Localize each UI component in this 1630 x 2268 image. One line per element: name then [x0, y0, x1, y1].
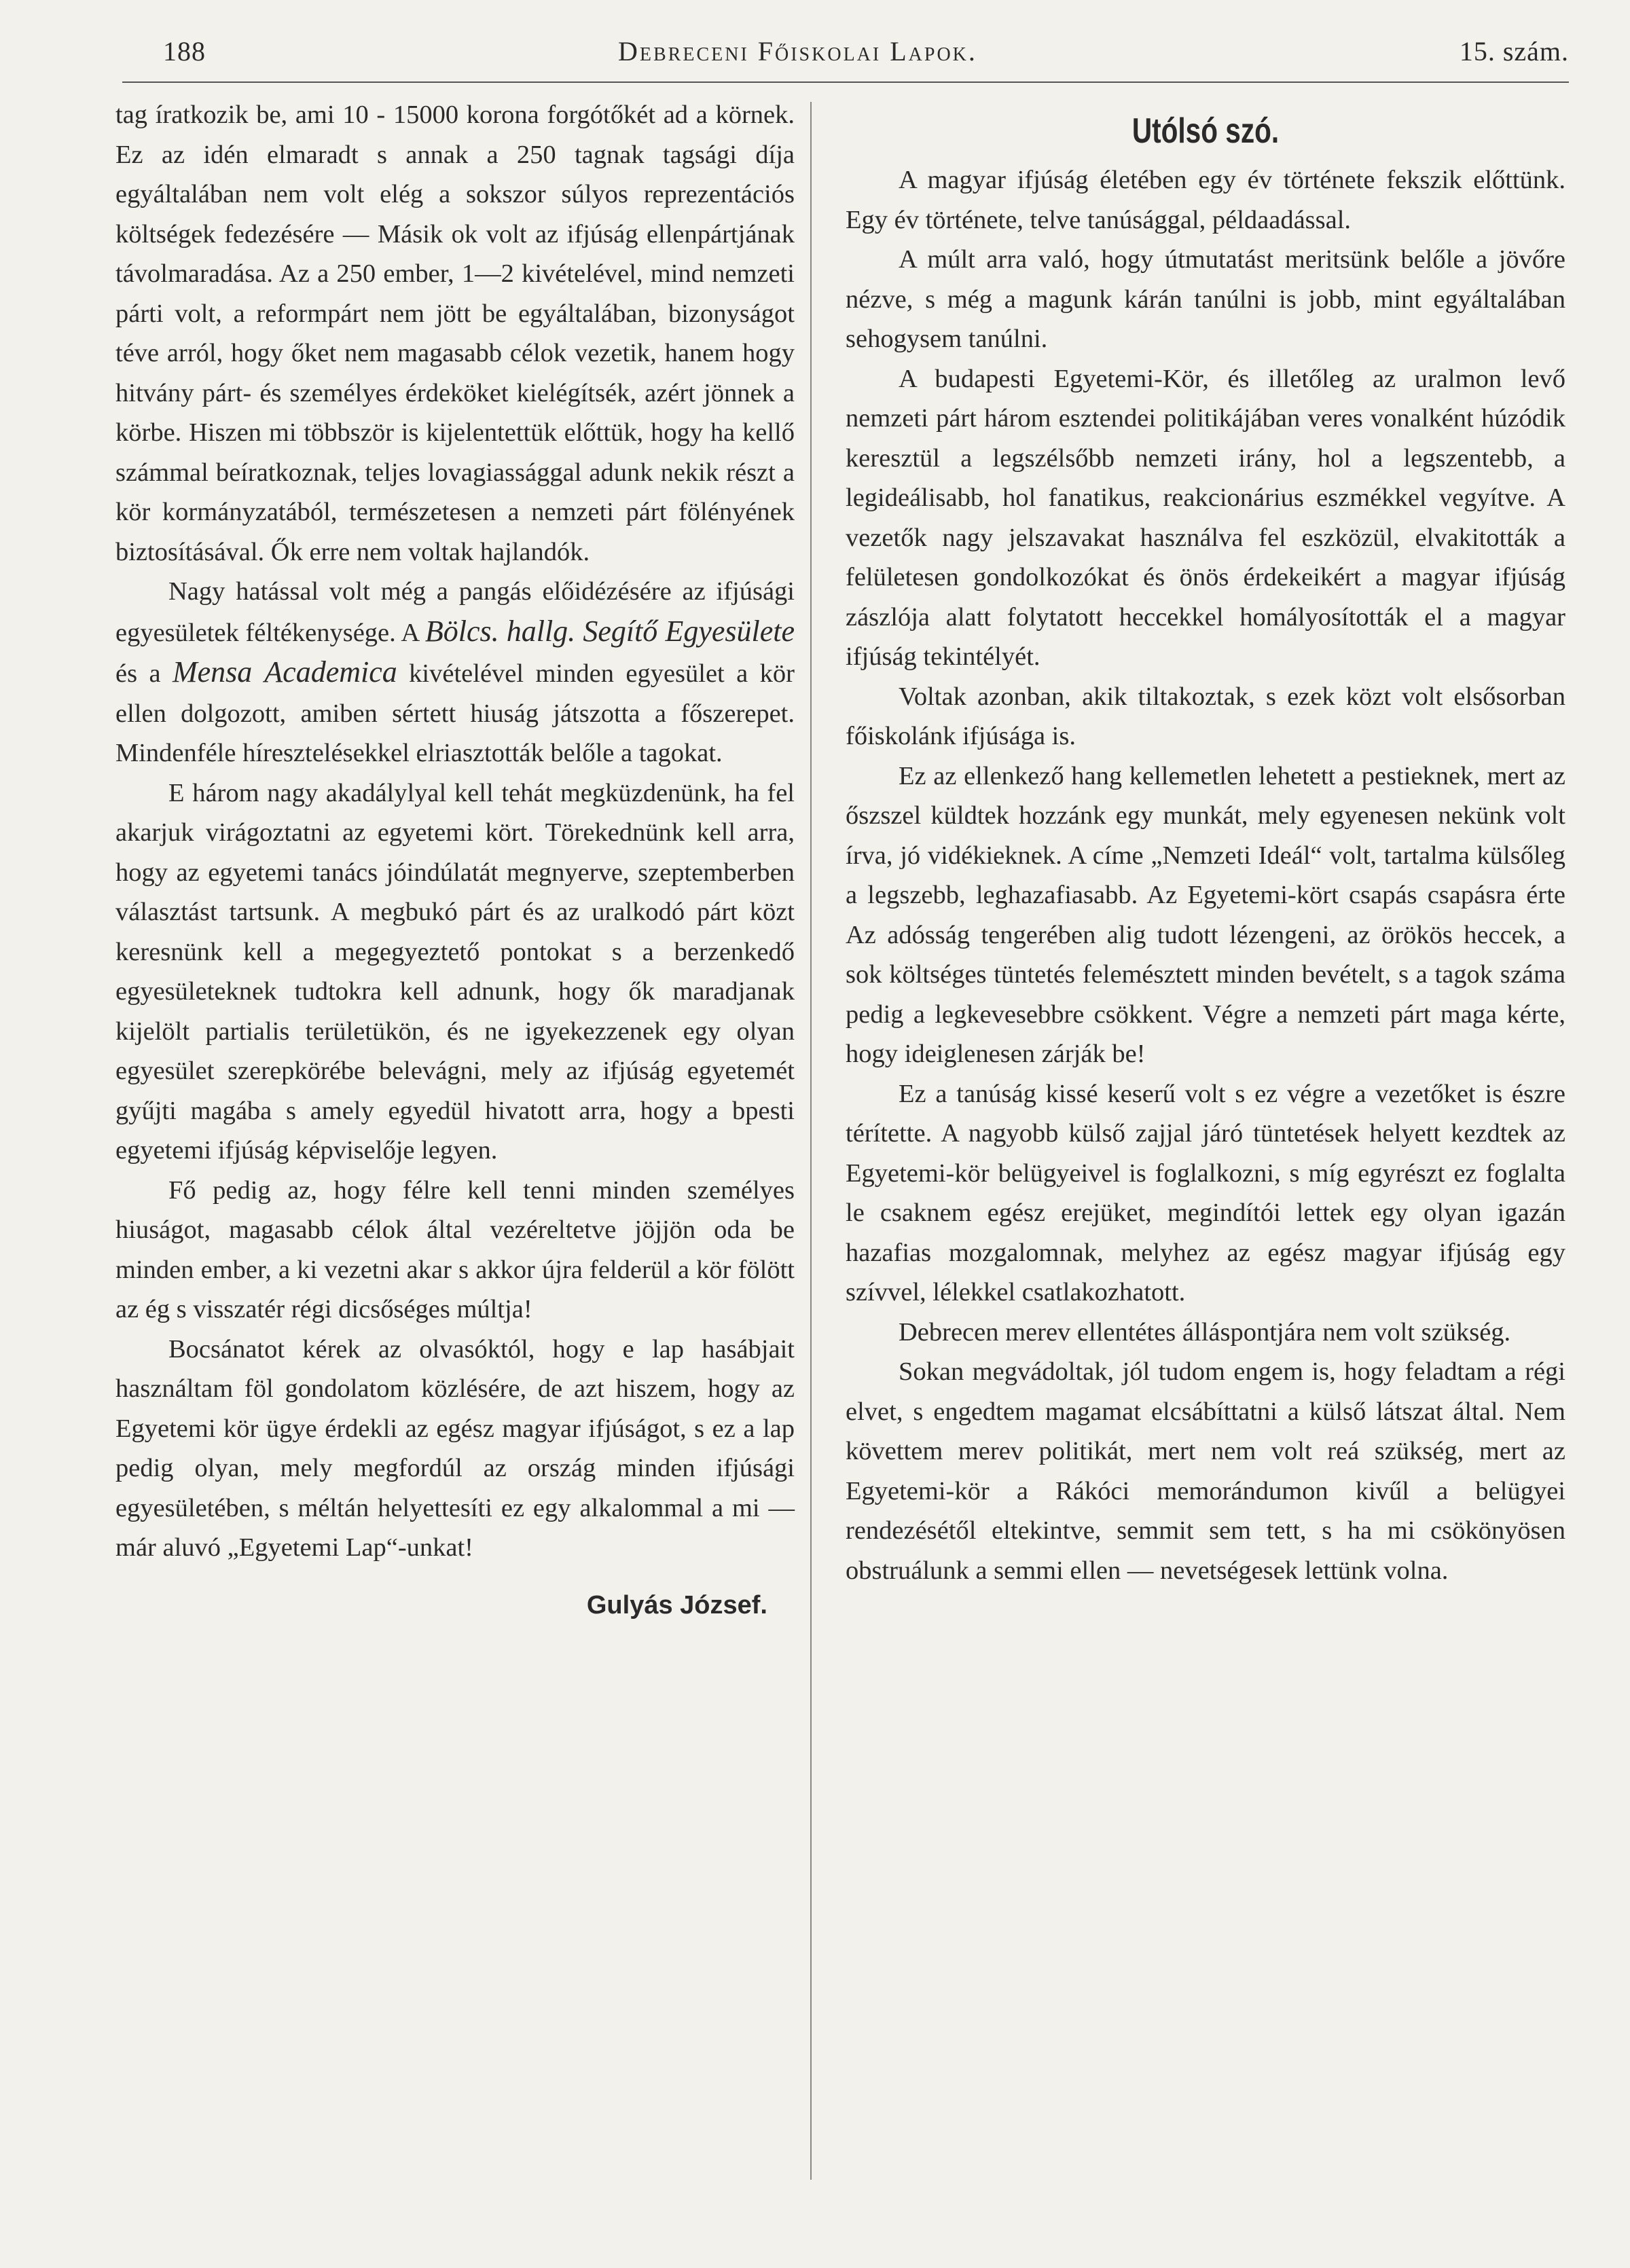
- paragraph-text: kivételével minden egyesület a kör ellen dolgozott, amiben sértett hiuság játszotta a főszerepet. Mindenféle híresztelésekkel elriasztották belőle a tagokat.: [115, 659, 795, 767]
- article-paragraph: Ez a tanúság kissé keserű volt s ez végre a vezetőket is észre térítette. A nagyobb külső zajjal járó tüntetések helyett kezdtek az Egyetemi-kör belügyeivel is foglalkozni, s míg egyrészt ez foglalta le csaknem egész erejüket, megindítói lettek egy olyan igazán hazafias mozgalomnak, melyhez az egész magyar ifjúság egy szívvel, lélekkel csatlakozhatott.: [846, 1079, 1565, 1306]
- author-signature: Gulyás József.: [586, 1590, 767, 1620]
- article-paragraph: Fő pedig az, hogy félre kell tenni minden személyes hiuságot, magasabb célok által vezéreltetve jöjjön oda be minden ember, a ki vezetni akar s akkor újra felderül a kör fölött az ég s visszatér régi dicsőséges múltja!: [115, 1175, 795, 1323]
- article-paragraph: A múlt arra való, hogy útmutatást meritsünk belőle a jövőre nézve, s még a magunk kárán tanúlni is jobb, mint egyáltalában sehogysem tanúlni.: [846, 245, 1565, 353]
- article-paragraph: Sokan megvádoltak, jól tudom engem is, hogy feladtam a régi elvet, s engedtem magamat elcsábíttatni a külső látszat által. Nem követtem merev politikát, mert nem volt reá szükség, mert az Egyetemi-kör a Rákóci memorándumon kivűl a belügyei rendezésétől eltekintve, semmit sem tett, s ha mi csökönyösen obstruálunk a semmi ellen — nevetségesek lettünk volna.: [846, 1357, 1565, 1585]
- article-paragraph: E három nagy akadálylyal kell tehát megküzdenünk, ha fel akarjuk virágoztatni az egyetemi kört. Törekednünk kell arra, hogy az egyetemi tanács jóindúlatát megnyerve, szeptemberben választást tartsunk. A megbukó párt és az uralkodó párt közt keresnünk kell a megegyeztető pontokat s a berzenkedő egyesületeknek tudtokra kell adnunk, hogy ők maradjanak kijelölt partialis területükön, és ne igyekezzenek egy olyan egyesület szerepkörébe belevágni, mely az ifjúság egyetemét gyűjti magába s amely egyedül hivatott arra, hogy a bpesti egyetemi ifjúság képviselője legyen.: [115, 778, 795, 1165]
- article-paragraph: A budapesti Egyetemi-Kör, és illetőleg az uralmon levő nemzeti párt három esztendei politikájában veres vonalként húzódik keresztül a legszélsőbb nemzeti irány, hol a legszentebb, a legideálisabb, hol fanatikus, reakcionárius eszmékkel vegyítve. A vezetők nagy jelszavakat használva fel eszközül, elvakitották a felületesen gondolkozókat és önös érdekeikért a magyar ifjúság zászlója alatt folytatott heccekkel homályosították el a magyar ifjúság tekintélyét.: [846, 364, 1565, 671]
- italic-name: Bölcs. hallg. Segítő Egyesülete: [424, 614, 795, 648]
- journal-title: Debreceni Főiskolai Lapok.: [618, 36, 977, 67]
- page-header: [122, 27, 1569, 81]
- article-paragraph: Ez az ellenkező hang kellemetlen lehetett a pestieknek, mert az őszszel küldtek hozzánk egy munkát, mely egyenesen nekünk volt írva, jó vidékieknek. A címe „Nemzeti Ideál“ volt, tartalma külsőleg a legszebb, leghazafiasabb. Az Egyetemi-kört csapás csapásra érte Az adósság tengerében alig tudott lézengeni, az örökös heccek, a sok költséges tüntetés felemésztett minden bevételt, s a tagok száma pedig a legkevesebbre csökkent. Végre a nemzeti párt maga kérte, hogy ideiglenesen zárják be!: [846, 761, 1565, 1068]
- name-connector: és a: [115, 659, 173, 688]
- right-column: [846, 95, 1565, 1590]
- italic-name: Mensa Academica: [172, 655, 397, 689]
- article-paragraph: [115, 572, 795, 773]
- article-paragraph: tag íratkozik be, ami 10 - 15000 korona forgótőkét ad a körnek. Ez az idén elmaradt s annak a 250 tagnak tagsági díja egyáltalában nem volt elég a sokszor súlyos reprezentációs költségek fedezésére — Másik ok volt az ifjúság ellenpártjának távolmaradása. Az a 250 ember, 1—2 kivételével, mind nemzeti párti volt, a reformpárt nem jött be egyáltalában, bizonyságot téve arról, hogy őket nem magasabb célok vezetik, hanem hogy hitvány párt- és személyes érdeköket kielégítsék, azért jönnek a körbe. Hiszen mi többször is kijelentettük előttük, hogy ha kellő számmal beíratkoznak, teljes lovagiassággal adunk nekik részt a kör kormányzatából, természetesen a nemzeti párt fölényének biztosításával. Ők erre nem voltak hajlandók.: [115, 100, 795, 566]
- header-rule: [122, 81, 1569, 83]
- article-paragraph: Bocsánatot kérek az olvasóktól, hogy e lap hasábjait használtam föl gondolatom közlésére, de azt hiszem, hogy az Egyetemi kör ügye érdekli az egész magyar ifjúságot, s ez a lap pedig olyan, mely megfordúl az ország minden ifjúsági egyesületében, s méltán helyettesíti ez egy alkalommal a mi — már aluvó „Egyetemi Lap“-unkat!: [115, 1334, 795, 1562]
- page-number: 188: [163, 36, 206, 67]
- issue-number: 15. szám.: [1459, 36, 1569, 67]
- article-paragraph: Voltak azonban, akik tiltakoztak, s ezek közt volt elsősorban főiskolánk ifjúsága is.: [846, 682, 1565, 750]
- column-divider: [810, 102, 812, 2180]
- article-paragraph: A magyar ifjúság életében egy év története fekszik előttünk. Egy év története, telve tanúsággal, példaadással.: [846, 166, 1565, 234]
- left-column: [115, 95, 795, 1625]
- paragraph-text: Nagy hatással volt még a pangás előidézésére az ifjúsági egyesületek féltékenysége. A: [115, 577, 795, 647]
- article-paragraph: Debrecen merev ellentétes álláspontjára nem volt szükség.: [899, 1317, 1511, 1347]
- article-headline: Utólsó szó.: [1131, 111, 1280, 151]
